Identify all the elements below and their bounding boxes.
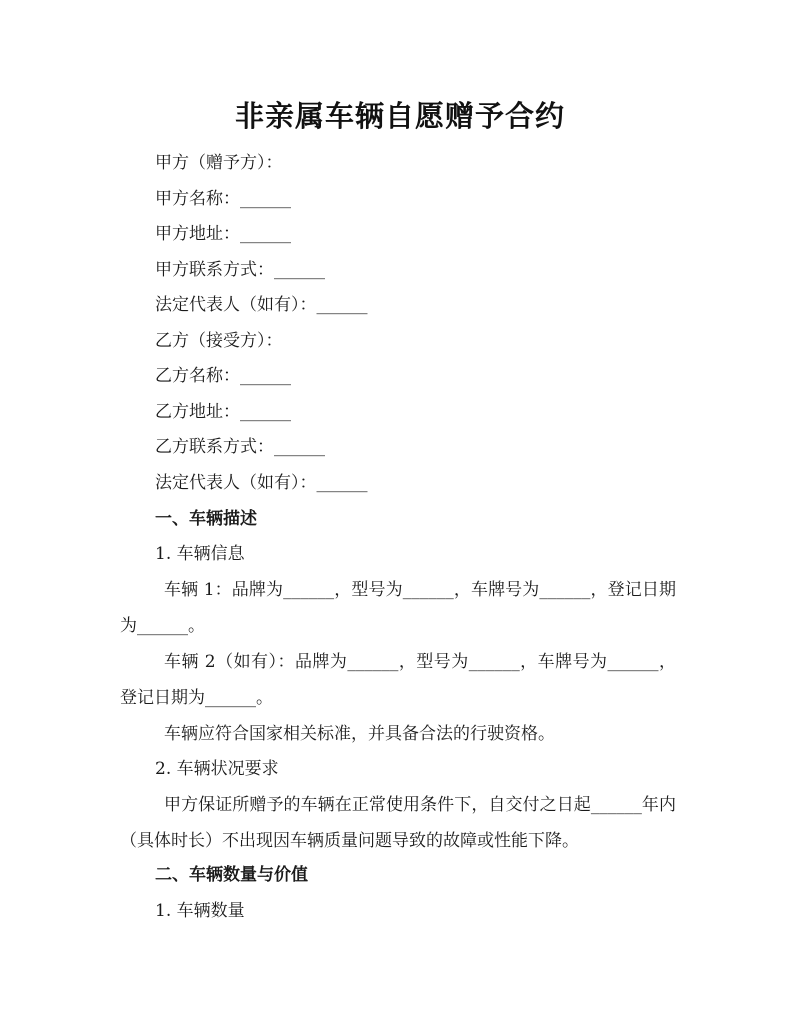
party-b-contact: 乙方联系方式：______ bbox=[155, 437, 325, 457]
party-b-label: 乙方（接受方）： bbox=[155, 331, 283, 351]
party-a-representative: 法定代表人（如有）：______ bbox=[155, 295, 368, 315]
section-1-subheading-condition: 2. 车辆状况要求 bbox=[155, 759, 279, 779]
vehicle-1-paragraph: 车辆 1：品牌为______，型号为______，车牌号为______，登记日期为______。 bbox=[120, 580, 676, 636]
section-2-heading: 二、车辆数量与价值 bbox=[155, 865, 308, 885]
party-a-label: 甲方（赠予方）： bbox=[155, 153, 283, 173]
document-title: 非亲属车辆自愿赠予合约 bbox=[234, 99, 565, 133]
section-1-heading: 一、车辆描述 bbox=[155, 509, 257, 529]
vehicle-2-paragraph: 车辆 2（如有）：品牌为______，型号为______，车牌号为______，登记日期为______。 bbox=[120, 652, 676, 708]
party-a-address: 甲方地址：______ bbox=[155, 224, 291, 244]
section-1-subheading-vehicle-info: 1. 车辆信息 bbox=[155, 544, 245, 564]
warranty-paragraph: 甲方保证所赠予的车辆在正常使用条件下，自交付之日起______年内（具体时长）不出现因车辆质量问题导致的故障或性能下降。 bbox=[120, 795, 676, 851]
party-b-name: 乙方名称：______ bbox=[155, 366, 291, 386]
vehicle-standard-paragraph: 车辆应符合国家相关标准，并具备合法的行驶资格。 bbox=[164, 724, 555, 744]
party-a-contact: 甲方联系方式：______ bbox=[155, 260, 325, 280]
party-a-name: 甲方名称：______ bbox=[155, 189, 291, 209]
party-b-representative: 法定代表人（如有）：______ bbox=[155, 473, 368, 493]
party-b-address: 乙方地址：______ bbox=[155, 402, 291, 422]
section-2-subheading-quantity: 1. 车辆数量 bbox=[155, 901, 245, 921]
